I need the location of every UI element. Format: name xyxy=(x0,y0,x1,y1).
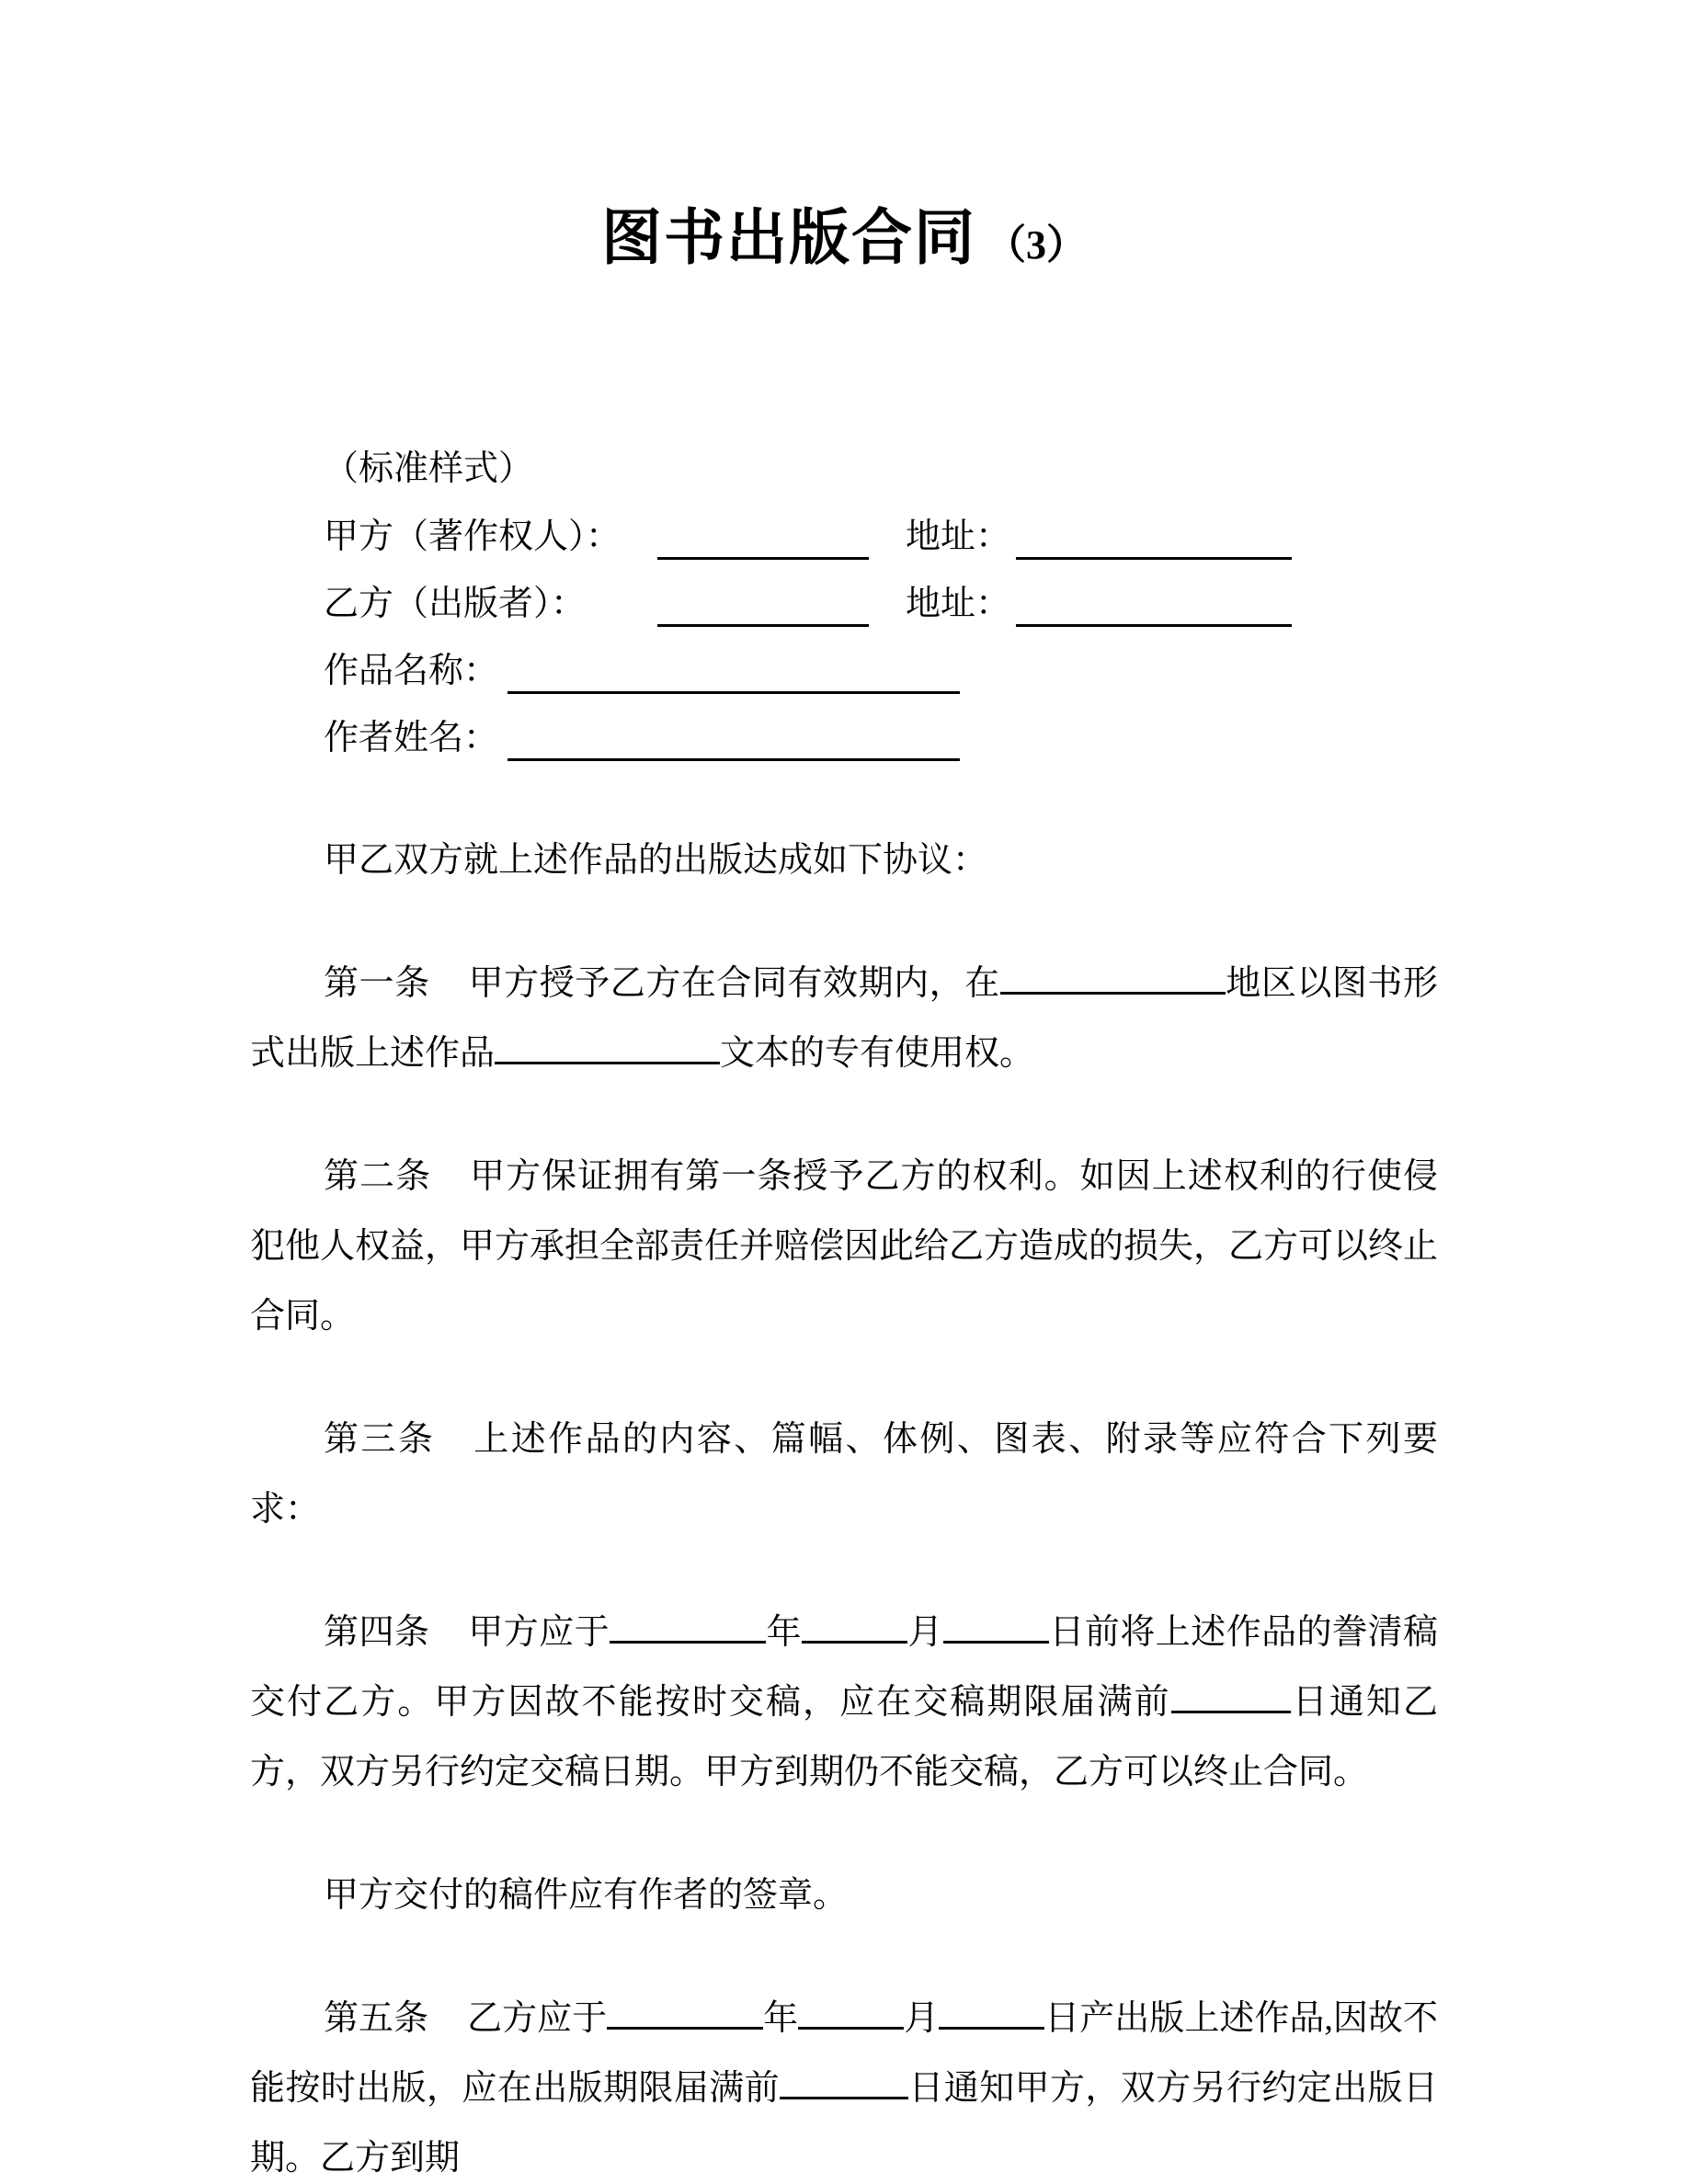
clause-text-segment: 文本的专有使用权。 xyxy=(720,1034,1035,1073)
clause-text-segment: 日产出版上述作品,因故不能按时出版，应在出版期限届满前 xyxy=(250,1999,1438,2108)
party-a-address-label: 地址： xyxy=(906,518,1011,556)
clause-paragraph xyxy=(250,1405,1438,1544)
clause-text-segment: 乙方应于 xyxy=(467,1999,608,2038)
fill-in-blank[interactable] xyxy=(943,1610,1049,1644)
clause-number: 第三条 xyxy=(324,1420,436,1459)
party-b-row xyxy=(250,571,1438,638)
clause-number: 第一条 xyxy=(324,964,430,1003)
clause-number: 第二条 xyxy=(324,1157,432,1196)
fill-in-blank[interactable] xyxy=(780,2065,908,2099)
clause-text-segment: 年 xyxy=(766,1613,803,1652)
fill-in-blank[interactable] xyxy=(802,1610,907,1644)
work-name-label: 作品名称： xyxy=(324,652,499,690)
party-a-name-field[interactable] xyxy=(657,509,869,560)
author-name-label: 作者姓名： xyxy=(324,719,499,757)
clause-text-segment: 甲方授予乙方在合同有效期内，在 xyxy=(468,964,1000,1003)
author-name-field[interactable] xyxy=(508,711,960,761)
clause-text-segment: 日通知乙方，双方另行约定交稿日期。甲方到期仍不能交稿，乙方可以终止合同。 xyxy=(250,1683,1438,1792)
clause-paragraph xyxy=(250,1984,1438,2184)
clause-text-segment: 地区以图书形式出版上述作品 xyxy=(250,964,1438,1073)
party-b-address-field[interactable] xyxy=(1016,576,1292,627)
page-title xyxy=(250,195,1438,283)
clause-text-segment: 月 xyxy=(904,1999,940,2038)
clause-text xyxy=(324,1876,848,1915)
parties-form xyxy=(250,504,1438,772)
clause-paragraph xyxy=(250,949,1438,1088)
party-a-label: 甲方（著作权人）： xyxy=(324,518,622,556)
clause-paragraph xyxy=(250,1860,1438,1930)
author-name-row xyxy=(250,705,1438,772)
clause-text-segment: 年 xyxy=(763,1999,799,2038)
style-note: （标准样式） xyxy=(324,449,534,488)
work-name-row xyxy=(250,638,1438,705)
clause-text-segment: 日通知甲方，双方另行约定出版日期。乙方到期 xyxy=(250,2069,1438,2178)
clause-text-segment: 甲方保证拥有第一条授予乙方的权利。如因上述权利的行使侵犯他人权益，甲方承担全部责任并赔偿因此给乙方造成的损失，乙方可以终止合同。 xyxy=(250,1157,1439,1336)
clause-number: 第五条 xyxy=(324,1999,429,2038)
clause-text-segment: 月 xyxy=(907,1613,943,1652)
party-a-address-field[interactable] xyxy=(1016,509,1292,560)
document-title-number: （3） xyxy=(986,222,1087,267)
intro-line: 甲乙双方就上述作品的出版达成如下协议： xyxy=(324,841,988,880)
clause-paragraph xyxy=(250,1142,1438,1351)
clause-text-segment: 甲方应于 xyxy=(468,1613,610,1652)
party-a-row xyxy=(250,504,1438,571)
work-name-field[interactable] xyxy=(508,643,960,694)
clauses xyxy=(250,949,1438,2184)
fill-in-blank[interactable] xyxy=(1171,1679,1291,1713)
document-title: 图书出版合同 xyxy=(601,205,976,272)
clause-number: 第四条 xyxy=(324,1613,430,1652)
clause-text-segment: 上述作品的内容、篇幅、体例、图表、附录等应符合下列要求： xyxy=(250,1420,1438,1529)
party-b-address-label: 地址： xyxy=(906,585,1011,623)
fill-in-blank[interactable] xyxy=(798,1996,904,2030)
fill-in-blank[interactable] xyxy=(495,1030,720,1064)
party-b-label: 乙方（出版者）： xyxy=(324,585,587,623)
fill-in-blank[interactable] xyxy=(610,1610,766,1644)
fill-in-blank[interactable] xyxy=(939,1996,1044,2030)
party-b-name-field[interactable] xyxy=(657,576,869,627)
clause-paragraph xyxy=(250,1598,1438,1807)
fill-in-blank[interactable] xyxy=(1000,961,1226,995)
fill-in-blank[interactable] xyxy=(607,1996,763,2030)
clause-text-segment: 日前将上述作品的誊清稿交付乙方。甲方因故不能按时交稿，应在交稿期限届满前 xyxy=(250,1613,1438,1722)
clause-text-segment: 甲方交付的稿件应有作者的签章。 xyxy=(324,1876,849,1915)
document-body xyxy=(250,434,1438,2184)
